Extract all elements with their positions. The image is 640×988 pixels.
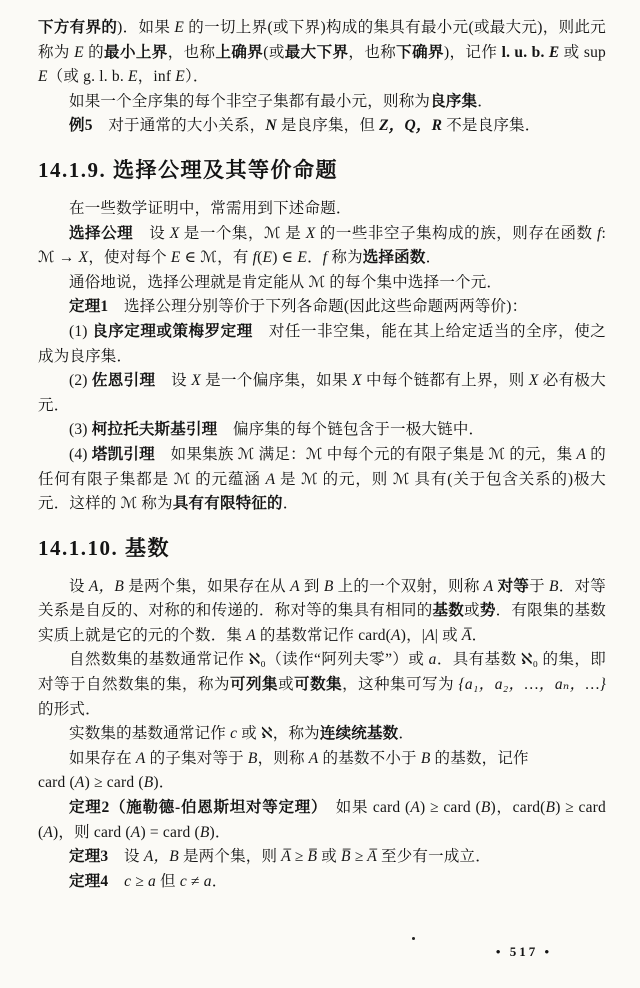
heading-14-1-9: 14.1.9. 选择公理及其等价命题 [38,157,338,182]
text-segment: A̅ [461,626,472,644]
text-segment: 连续统基数 [319,725,399,743]
para-intro-choice [38,197,606,222]
text-segment: 上确界 [215,43,264,61]
text-segment: 选择函数 [362,249,426,267]
text-segment: 必有极大元． [38,372,606,414]
text-segment: A [246,626,256,644]
text-segment: A [391,626,401,644]
text-segment: 选择公理 [69,224,134,242]
page-number: • 517 • [495,944,552,959]
text-segment: 的形式． [38,700,101,718]
text-segment: A̅ ≥ B̅ [281,848,318,866]
text-segment: 如果集族 [154,445,238,463]
text-segment: B [199,823,210,841]
text-segment: ． [398,725,415,743]
text-segment: )，| [400,626,426,644]
text-segment: E [170,249,181,267]
text-segment: 的基数，记作 [430,749,529,767]
para-axiom-of-choice [38,222,606,271]
text-segment: )，记作 [443,43,502,61]
text-segment: )．如果 [117,19,175,36]
text-segment: ，这种集可写为 [342,676,459,694]
text-segment: 设 [69,577,89,595]
para-cardinal-order [38,747,606,772]
text-segment: A，B [88,577,125,595]
text-segment: B [545,799,556,817]
text-segment: 上的一个双射，则称 [333,577,484,595]
para-aleph-zero [38,648,606,722]
text-segment: 是 [280,224,306,242]
text-segment: 是良序集，但 [276,117,380,135]
text-segment: ℳ [38,249,55,267]
text-segment: E [128,68,138,86]
text-segment: 在一些数学证明中，常需用到下述命题． [69,199,352,217]
text-segment: 中每个元的有限子集是 [322,445,489,463]
text-segment: 选择公理分别等价于下列各命题(因此这些命题两两等价)： [108,298,528,316]
text-segment: 定理1 [69,298,109,316]
text-segment: ．有限集的基数实质上就是它的元的个数．集 [38,602,606,644]
text-segment: ． [477,92,493,110]
text-segment: )． [153,774,175,792]
text-segment: B [247,749,258,767]
text-segment: 设 [108,848,144,866]
text-segment: 最大下界 [284,43,349,61]
text-segment: ． [425,249,442,267]
text-segment: 的基数常记作 card( [255,626,392,644]
para-example-5 [38,114,606,139]
text-segment: 通俗地说，选择公理就是肯定能从 [69,273,309,291]
text-segment: 定理4 [69,872,109,890]
text-segment: A [130,823,141,841]
text-segment: 或 sup [559,43,606,61]
text-segment: E [548,43,560,61]
text-segment: 良序集 [430,92,478,110]
text-segment: 或 ℵ，称为 [237,725,320,743]
text-segment: ．对等关系是自反的、对称的和传递的．称对等的集具有相同的 [38,577,607,620]
text-segment: 具有(关于包含关系的)极大元．这样的 [38,470,606,513]
text-segment: X [352,372,362,390]
text-segment: 的元，集 [505,445,577,463]
text-segment: 或 [464,602,480,620]
text-segment [108,873,124,890]
text-segment: (或 [263,43,285,61]
text-segment: 的元，则 [317,470,393,488]
text-segment: ℳ [200,249,218,267]
text-segment: 是 [275,470,302,488]
text-segment: 定理2 [69,799,110,817]
text-segment: 对于通常的大小关系， [92,117,266,135]
text-segment: 下确界 [396,43,444,61]
text-segment: a [148,872,156,890]
text-segment: | 或 [434,626,462,644]
text-segment: 的基数不小于 [318,749,421,767]
text-segment: 偏序集的每个链包含于一极大链中． [217,421,485,439]
text-segment: 但 [155,872,180,890]
text-segment: a [203,872,212,890]
text-segment: 对等 [497,577,530,595]
text-segment: ）． [184,68,209,86]
para-theorem-2 [38,796,606,845]
text-segment: 的子集对等于 [145,749,248,767]
text-segment: B [420,749,431,767]
text-segment: A [483,577,494,595]
para-item-4-tukey [38,443,606,517]
text-segment: (1) [69,322,93,340]
para-well-ordered-set [38,90,606,115]
text-segment: 的一些非空子集构成的族，则存在函数 [315,224,597,242]
text-segment: ≠ [186,872,204,890]
text-segment: B [549,577,559,595]
heading-14-1-10: 14.1.10. 基数 [38,535,170,560]
text-segment: E [262,249,273,267]
text-segment: 至少有一成立． [376,848,491,866]
para-item-1-zermelo [38,320,606,369]
text-segment: 如果 card ( [319,799,411,817]
text-segment: ． [282,495,299,513]
text-segment: → [54,249,79,267]
text-segment: 的一切上界(或下界)构成的集具有最小元(或最大元)，则此元称为 [38,19,606,61]
text-segment: A [43,823,54,841]
text-segment: 良序定理或策梅罗定理 [92,322,253,340]
para-equipotent-definition [38,575,606,649]
text-segment: 于 [529,577,550,595]
para-continuum [38,722,606,747]
text-segment: B [480,799,491,817]
text-segment: c [179,872,187,890]
text-segment: ) ≥ card ( [38,799,606,841]
text-segment: A，B [143,848,179,866]
text-segment: f [596,224,602,242]
text-segment: ℳ [308,273,326,291]
text-segment: ) ≥ card ( [420,799,481,817]
text-segment: f [322,249,328,267]
scan-speck [412,937,415,940]
text-segment: 设 [155,372,192,390]
text-segment: ℳ [392,470,410,488]
text-segment: ) ≥ card ( [84,774,144,792]
formula-card-inequality [38,771,606,796]
text-segment: X [169,224,180,242]
text-segment: ，有 [217,249,253,267]
text-segment: X [305,224,316,242]
text-segment: ，inf [137,68,176,86]
text-segment: 塔凯引理 [91,445,155,463]
text-segment: 如果存在 [69,749,136,767]
text-segment: 是两个集，则 [178,848,282,866]
para-theorem-4 [38,870,606,895]
text-segment: E [297,249,308,267]
text-segment: ℳ [488,445,506,463]
text-segment: (4) [69,445,92,463]
text-segment: ℳ [120,495,138,513]
text-segment: 不是良序集． [442,117,541,135]
text-segment: ) ∈ [272,249,298,267]
text-segment: B̅ ≥ A̅ [341,848,377,866]
para-item-2-zorn [38,369,606,418]
text-segment: 实数集的基数通常记作 [69,725,231,743]
text-segment: 佐恩引理 [91,372,156,390]
text-segment: (3) [69,421,92,439]
text-segment: N [265,117,277,135]
text-segment: ) = card ( [140,823,200,841]
text-segment: card ( [38,774,75,792]
text-segment: A [308,749,319,767]
text-segment: 设 [133,224,170,242]
text-segment: 或 [278,676,295,694]
text-segment: ．具有基数 ℵ₀ 的集，即对等于自然数集的集，称为 [38,651,606,694]
text-segment: 的任何有限子集都是 [38,445,606,488]
text-segment: E [74,43,84,61]
text-segment: Z，Q，R [379,117,443,135]
text-segment: A [265,470,276,488]
text-segment: ，也称 [348,43,397,61]
text-segment: E [175,68,185,86]
text-segment: E [174,19,185,36]
text-segment: ℳ [305,445,323,463]
text-segment: 例5 [69,117,93,135]
text-segment: A [576,445,587,463]
text-segment: 称为 [327,249,363,267]
text-segment: 是一个偏序集，如果 [200,372,353,390]
text-segment: A [74,774,85,792]
text-segment: A [290,577,300,595]
text-segment: 具有有限特征的 [172,495,283,513]
text-segment: : [601,224,606,242]
text-segment: 是两个集，如果存在从 [124,577,291,595]
text-segment: 的元蕴涵 [190,470,266,488]
text-segment: （施勒德-伯恩斯坦对等定理） [109,799,320,817]
text-segment: A [135,749,146,767]
text-segment: )，则 card ( [53,823,131,841]
text-segment: ℳ [301,470,318,488]
text-segment: 称为 [137,495,173,513]
text-segment: 可列集 [230,676,279,694]
text-segment: 最小上界 [104,43,168,61]
text-segment: ，也称 [167,43,216,61]
text-segment: {a₁，a₂，…，aₙ，…} [458,676,606,694]
para-informal-choice [38,271,606,296]
text-segment: (2) [69,372,92,390]
text-segment: 是一个集， [179,224,265,242]
text-segment: c [230,725,238,743]
text-segment: c [124,872,132,890]
text-segment: )，card( [490,799,546,817]
text-segment: 的 [83,43,105,61]
para-theorem-3 [38,845,606,870]
text-segment: 下方有界的 [38,19,118,36]
text-segment: ． [211,872,228,890]
text-segment: l. u. b. [501,43,549,61]
text-segment: X [78,249,89,267]
text-segment: 定理3 [69,848,109,866]
text-segment: ℳ [173,470,191,488]
text-segment: A [425,626,435,644]
text-segment: f [252,249,258,267]
text-segment: 可数集 [294,676,343,694]
text-segment: 或 [317,848,342,866]
text-segment: ∈ [180,249,201,267]
text-segment: ． [471,626,488,644]
text-segment: ． [307,249,323,267]
text-segment: 到 [299,577,324,595]
para-theorem-1 [38,295,606,320]
para-item-3-kuratowski [38,418,606,443]
para-supremum-definition [38,16,606,90]
text-segment: 的每个集中选择一个元． [325,273,503,291]
text-segment: B [143,774,154,792]
text-segment: （或 g. l. b. [47,68,129,86]
text-segment: ℳ [264,224,281,242]
text-segment: E [38,68,48,86]
text-segment: 满足： [254,445,306,463]
text-segment: 中每个链都有上界，则 [361,372,529,390]
text-segment: ℳ [237,445,255,463]
text-segment: ，使对每个 [88,249,171,267]
text-segment: ≥ [131,872,149,890]
text-segment: 势 [479,602,496,620]
text-segment: a [428,651,437,669]
text-segment: 柯拉托夫斯基引理 [91,421,218,439]
text-segment: 自然数集的基数通常记作 ℵ₀（读作“阿列夫零”）或 [69,651,429,669]
text-segment: ，则称 [257,749,309,767]
text-segment: )． [209,823,231,841]
text-segment: B [323,577,334,595]
text-segment: A [410,799,421,817]
text-segment: 基数 [432,602,465,620]
text-segment: 对任一非空集，能在其上给定适当的全序，使之成为良序集． [38,322,606,365]
text-segment: 如果一个全序集的每个非空子集都有最小元，则称为 [69,92,431,110]
text-segment: X [528,372,539,390]
text-segment: ( [257,249,263,267]
text-segment: X [191,372,201,390]
